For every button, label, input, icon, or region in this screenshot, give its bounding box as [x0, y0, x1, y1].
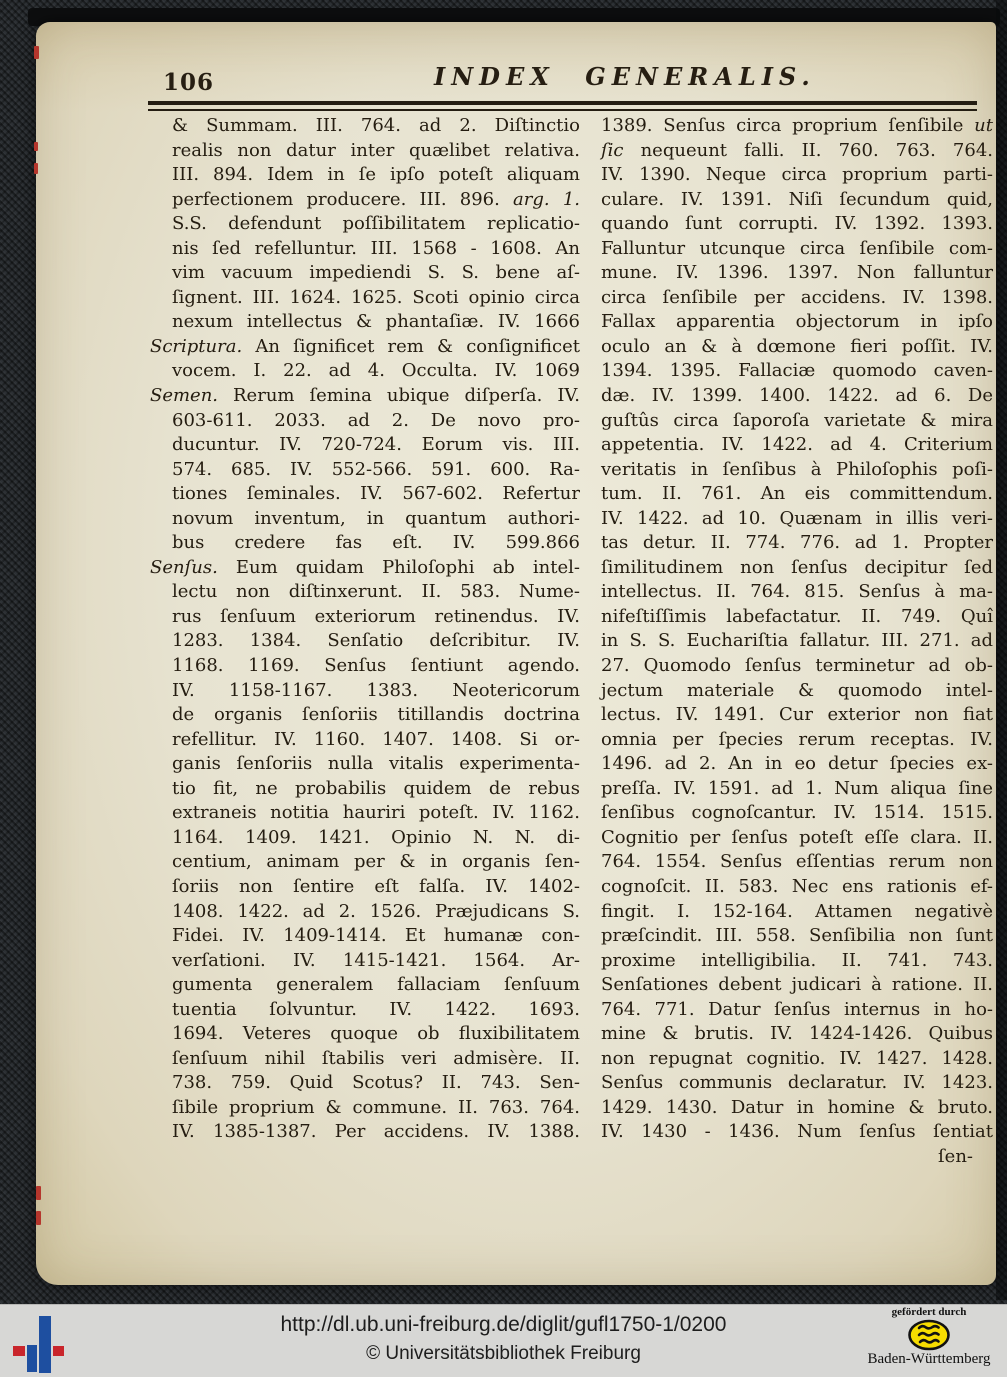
text-column-right — [601, 114, 993, 1170]
text-line: nifeſtiſſimis labefactatur. II. 749. Quî — [601, 605, 993, 627]
text-line: realis non datur inter quælibet relativa. — [172, 139, 580, 161]
page-number: 106 — [163, 69, 215, 96]
text-line: IV. 1158-1167. 1383. Neotericorum — [172, 679, 580, 701]
text-line: Fidei. IV. 1409-1414. Et humanæ con- — [172, 925, 580, 947]
text-line: tum. II. 761. An eis committendum. — [601, 483, 993, 505]
text-line: vim vacuum impediendi S. S. bene aſ- — [172, 262, 580, 284]
text-line: oculo an & à dœmone fieri poſſit. IV. — [601, 335, 993, 357]
text-line: vocem. I. 22. ad 4. Occulta. IV. 1069 — [172, 360, 580, 382]
catchword: ſen- — [938, 1145, 973, 1167]
text-line: preſſa. IV. 1591. ad 1. Num aliqua ſine — [601, 777, 993, 799]
text-line: ſic nequeunt falli. II. 760. 763. 764. — [601, 139, 993, 161]
text-line: 1394. 1395. Fallaciæ quomodo caven- — [601, 360, 993, 382]
text-line: ſimilitudinem non ſenſus decipitur ſed — [601, 556, 993, 578]
page-header-title: INDEX GENERALIS. — [434, 62, 816, 91]
text-line: gumenta generalem fallaciam ſenſuum — [172, 974, 580, 996]
text-line: 1164. 1409. 1421. Opinio N. N. di- — [172, 826, 580, 848]
text-line: verſationi. IV. 1415-1421. 1564. Ar- — [172, 949, 580, 971]
text-line: ſignent. III. 1624. 1625. Scoti opinio circa — [172, 286, 580, 308]
text-line: III. 894. Idem in ſe ipſo poteſt aliquam — [172, 164, 580, 186]
text-line: proxime intelligibilia. II. 741. 743. — [601, 949, 993, 971]
text-line: tio fit, ne probabilis quidem de rebus — [172, 777, 580, 799]
text-line: cognoſcit. II. 583. Nec ens rationis ef- — [601, 875, 993, 897]
text-line: Senſationes debent judicari à ratione. II. — [601, 974, 993, 996]
text-line: Cognitio per ſenſus poteſt eſſe clara. II. — [601, 826, 993, 848]
text-line: Senſus. Eum quidam Philoſophi ab intel- — [150, 556, 580, 578]
text-line: lectu non diſtinxerunt. II. 583. Nume- — [172, 581, 580, 603]
text-line: circa ſenſibile per accidens. IV. 1398. — [601, 286, 993, 308]
text-line: tas detur. II. 774. 776. ad 1. Propter — [601, 532, 993, 554]
text-line: perfectionem producere. III. 896. arg. 1. — [172, 188, 581, 210]
text-line: 1496. ad 2. An in eo detur ſpecies ex- — [601, 753, 993, 775]
text-line: ſibile proprium & commune. II. 763. 764. — [172, 1096, 580, 1118]
document-url: http://dl.ub.uni-freiburg.de/diglit/gufl1750-1/0200 — [280, 1313, 727, 1336]
text-line: tuentia ſolvuntur. IV. 1422. 1693. — [172, 998, 580, 1020]
text-line: ganis ſenſoriis nulla vitalis experimenta- — [172, 753, 580, 775]
text-line: de organis ſenſoriis titillandis doctrina — [172, 704, 580, 726]
copyright-line: © Universitätsbibliothek Freiburg — [366, 1343, 641, 1364]
text-line: ſenſibus cognoſcantur. IV. 1514. 1515. — [601, 802, 993, 824]
text-line: 764. 771. Datur ſenſus internus in ho- — [601, 998, 993, 1020]
text-line: IV. 1390. Neque circa proprium parti- — [601, 164, 993, 186]
header-double-rule — [148, 101, 977, 111]
text-line: tiones ſeminales. IV. 567-602. Refertur — [172, 483, 580, 505]
text-line: 1283. 1384. Senſatio deſcribitur. IV. — [172, 630, 580, 652]
viewer-footer-bar — [0, 1304, 1007, 1377]
footer-text-block — [0, 1305, 1007, 1365]
text-line: quando ſunt corrupti. IV. 1392. 1393. — [601, 213, 993, 235]
text-line: IV. 1422. ad 10. Quænam in illis veri- — [601, 507, 993, 529]
text-line: præſcindit. III. 558. Senſibilia non ſunt — [601, 925, 993, 947]
text-line: 1429. 1430. Datur in homine & bruto. — [601, 1096, 993, 1118]
text-line: bus credere fas eſt. IV. 599.866 — [172, 532, 580, 554]
text-line: Falluntur utcunque circa ſenſibile com- — [601, 237, 993, 259]
text-line: nexum intellectus & phantaſiæ. IV. 1666 — [172, 311, 580, 333]
text-line: fingit. I. 152-164. Attamen negativè — [601, 900, 993, 922]
text-line: 738. 759. Quid Scotus? II. 743. Sen- — [172, 1072, 580, 1094]
text-line: ſoriis non ſentire eſt falſa. IV. 1402- — [172, 875, 580, 897]
text-line: ducuntur. IV. 720-724. Eorum vis. III. — [172, 434, 580, 456]
text-line: IV. 1430 - 1436. Num ſenſus ſentiat — [601, 1121, 993, 1143]
text-line: ſenſuum nihil ſtabilis veri admisère. II. — [172, 1047, 580, 1069]
text-line: rus ſenſuum exteriorum retinendus. IV. — [172, 605, 580, 627]
text-line: 1408. 1422. ad 2. 1526. Præjudicans S. — [172, 900, 580, 922]
baden-wuerttemberg-coat-of-arms-icon — [907, 1319, 951, 1351]
text-line: Senſus communis declaratur. IV. 1423. — [601, 1072, 993, 1094]
text-line: novum inventum, in quantum authori- — [172, 507, 580, 529]
text-line: IV. 1385-1387. Per accidens. IV. 1388. — [172, 1121, 580, 1143]
text-line: veritatis in ſenſibus à Philoſophis poſi- — [601, 458, 993, 480]
text-line: 603-611. 2033. ad 2. De novo pro- — [172, 409, 580, 431]
text-line: omnia per ſpecies rerum receptas. IV. — [601, 728, 993, 750]
scan-right-edge — [996, 0, 1007, 1300]
text-line: mune. IV. 1396. 1397. Non falluntur — [601, 262, 993, 284]
text-line: 27. Quomodo ſenſus terminetur ad ob- — [601, 655, 993, 677]
red-edge-mark — [36, 1211, 41, 1225]
text-line: nis ſed refelluntur. III. 1568 - 1608. An — [172, 237, 580, 259]
text-line: non repugnat cognitio. IV. 1427. 1428. — [601, 1047, 993, 1069]
text-line: Scriptura. An ſignificet rem & conſignificet — [150, 335, 580, 357]
scanned-page — [36, 22, 996, 1285]
text-line: 1168. 1169. Senſus ſentiunt agendo. — [172, 655, 580, 677]
text-line: 764. 1554. Senſus eſſentias rerum non — [601, 851, 993, 873]
text-line: dæ. IV. 1399. 1400. 1422. ad 6. De — [601, 385, 993, 407]
text-line: jectum materiale & quomodo intel- — [601, 679, 993, 701]
text-column-left — [150, 114, 580, 1145]
text-line: extraneis notitia hauriri poteſt. IV. 1162. — [172, 802, 580, 824]
text-line: appetentia. IV. 1422. ad 4. Criterium — [601, 434, 993, 456]
text-line: Fallax apparentia objectorum in ipſo — [601, 311, 993, 333]
text-line: intellectus. II. 764. 815. Senſus à ma- — [601, 581, 993, 603]
red-edge-mark — [34, 142, 38, 151]
text-line: in S. S. Euchariſtia fallatur. III. 271. ad — [601, 630, 993, 652]
funding-block — [859, 1306, 999, 1368]
text-line: 1389. Senſus circa proprium ſenſibile ut — [601, 115, 993, 136]
text-line: refellitur. IV. 1160. 1407. 1408. Si or- — [172, 728, 580, 750]
text-line: S.S. defendunt poſſibilitatem replicatio- — [172, 213, 580, 235]
text-line: mine & brutis. IV. 1424-1426. Quibus — [601, 1023, 993, 1045]
text-line: 574. 685. IV. 552-566. 591. 600. Ra- — [172, 458, 580, 480]
text-line: Semen. Rerum ſemina ubique diſperſa. IV. — [150, 385, 580, 407]
text-line: & Summam. III. 764. ad 2. Diſtinctio — [172, 115, 580, 136]
funding-label: gefördert durch — [891, 1306, 967, 1318]
text-line: guſtûs circa ſaporoſa varietate & mira — [601, 409, 993, 431]
funding-region: Baden-Württemberg — [867, 1351, 991, 1367]
text-line: 1694. Veteres quoque ob fluxibilitatem — [172, 1023, 580, 1045]
text-line: centium, animam per & in organis ſen- — [172, 851, 580, 873]
text-line: culare. IV. 1391. Niſi ſecundum quid, — [601, 188, 993, 210]
red-edge-mark — [34, 163, 38, 174]
red-edge-mark — [36, 1186, 41, 1200]
red-edge-mark — [34, 46, 39, 59]
text-line: lectus. IV. 1491. Cur exterior non fiat — [601, 704, 993, 726]
